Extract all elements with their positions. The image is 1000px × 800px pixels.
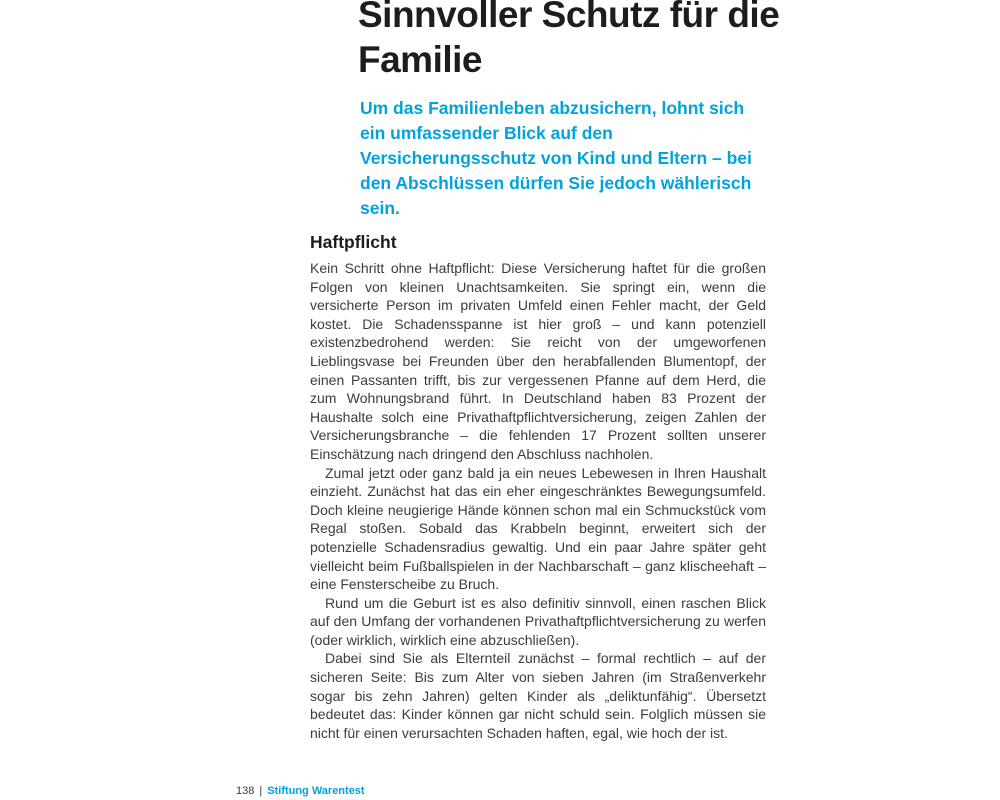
article-body xyxy=(310,232,766,742)
footer-separator: | xyxy=(259,785,263,797)
body-paragraph: Rund um die Geburt ist es also definitiv sinnvoll, einen raschen Blick auf den Umfang der vorhandenen Privathaftpflichtversicherung zu werfen (oder wirklich, wirklich eine abzuschließen). xyxy=(310,594,766,648)
page-title: Sinnvoller Schutz für die Familie xyxy=(358,0,780,80)
footer-brand: Stiftung Warentest xyxy=(267,785,365,797)
page-number: 138 xyxy=(236,785,255,797)
section-heading: Haftpflicht xyxy=(310,232,397,252)
body-paragraph: Kein Schritt ohne Haftpflicht: Diese Versicherung haftet für die großen Folgen von kleinen Unachtsamkeiten. Sie springt ein, wenn die versicherte Person im privaten Umfeld einen Fehler macht, der Geld kostet. Die Schadensspanne ist hier groß – und kann potenziell existenzbedrohend werden: Sie reicht von der umgeworfenen Lieblingsvase bei Freunden über den herabfallenden Blumentopf, der einen Passanten trifft, bis zur vergessenen Pfanne auf dem Herd, die zum Wohnungsbrand führt. In Deutschland haben 83 Prozent der Haushalte solch eine Privathaftpflichtversicherung, zeigen Zahlen der Versicherungsbranche – die fehlenden 17 Prozent sollten unserer Einschätzung nach dringend den Abschluss nachholen. xyxy=(310,260,766,462)
body-paragraph: Dabei sind Sie als Elternteil zunächst – formal rechtlich – auf der sicheren Seite: Bis zum Alter von sieben Jahren (im Straßenverkehr sogar bis zehn Jahren) gelten Kinder als „deliktunfähig“. Übersetzt bedeutet das: Kinder können gar nicht schuld sein. Folglich müssen sie nicht für einen verursachten Schaden haften, egal, wie hoch der ist. xyxy=(310,650,766,741)
body-paragraph: Zumal jetzt oder ganz bald ja ein neues Lebewesen in Ihren Haushalt einzieht. Zunächst hat das ein eher eingeschränktes Bewegungsumfeld. Doch kleine neugierige Hände können schon mal ein Schmuckstück vom Regal stoßen. Sobald das Krabbeln beginnt, erweitert sich der potenzielle Schadensradius gewaltig. Und ein paar Jahre später geht vielleicht beim Fußballspielen in der Nachbarschaft – ganz klischeehaft – eine Fensterscheibe zu Bruch. xyxy=(310,464,766,593)
article-intro: Um das Familienleben abzusichern, lohnt sich ein umfassender Blick auf den Versicherungsschutz von Kind und Eltern – bei den Abschlüssen dürfen Sie jedoch wählerisch sein. xyxy=(360,98,752,218)
page-footer xyxy=(236,785,365,798)
